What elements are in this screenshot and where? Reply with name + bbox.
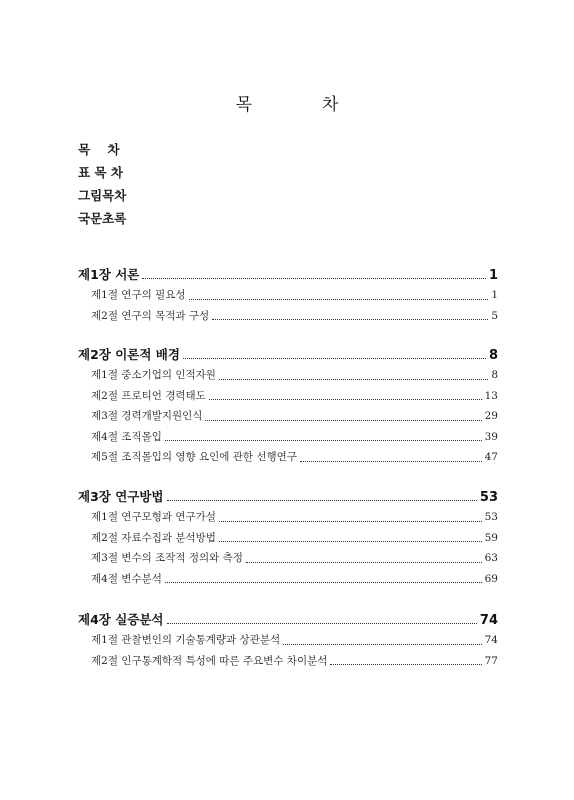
chapter-page: 53 (479, 490, 498, 505)
leader-dots (142, 278, 486, 279)
toc-chapter-row[interactable] (78, 265, 498, 287)
toc-section-row[interactable] (78, 388, 498, 409)
section-page: 63 (484, 552, 498, 564)
leader-dots (167, 500, 477, 501)
leader-dots (165, 440, 482, 441)
front-matter-list (78, 138, 126, 230)
front-matter-tables[interactable]: 표 목 차 (78, 165, 123, 180)
leader-dots (219, 521, 482, 522)
section-label: 제4절 조직몰입 (91, 430, 162, 443)
section-page: 39 (484, 430, 498, 443)
chapter-label: 제1장 서론 (78, 267, 140, 282)
chapter-label: 제2장 이론적 배경 (78, 347, 180, 362)
front-matter-figures[interactable]: 그림목차 (78, 188, 127, 203)
leader-dots (209, 399, 482, 400)
section-label: 제2절 자료수집과 분석방법 (91, 531, 216, 544)
section-page: 74 (484, 634, 498, 646)
chapter-page: 1 (488, 268, 498, 283)
leader-dots (205, 420, 481, 421)
chapter-label: 제3장 연구방법 (78, 489, 164, 504)
toc-section-row[interactable] (78, 308, 498, 329)
leader-dots (283, 644, 482, 645)
section-label: 제2절 인구통계학적 특성에 따른 주요변수 차이분석 (91, 654, 328, 667)
toc-chapter-4 (78, 610, 498, 673)
toc-section-row[interactable] (78, 429, 498, 450)
section-label: 제3절 변수의 조작적 정의와 측정 (91, 552, 243, 564)
chapter-page: 74 (479, 613, 498, 628)
leader-dots (183, 358, 486, 359)
toc-section-row[interactable] (78, 509, 498, 530)
leader-dots (165, 582, 482, 583)
toc-section-row[interactable] (78, 408, 498, 429)
section-label: 제4절 변수분석 (91, 572, 162, 585)
leader-dots (246, 562, 482, 563)
leader-dots (167, 623, 477, 624)
toc-chapter-row[interactable] (78, 610, 498, 632)
toc-section-row[interactable] (78, 632, 498, 653)
section-page: 13 (484, 389, 498, 402)
section-page: 59 (484, 531, 498, 544)
chapter-label: 제4장 실증분석 (78, 612, 164, 627)
section-label: 제2절 프로티언 경력태도 (91, 389, 206, 402)
section-page: 1 (491, 289, 498, 301)
front-matter-abstract[interactable]: 국문초록 (78, 211, 127, 226)
page-title-left: 목 (235, 95, 252, 115)
toc-chapter-2 (78, 345, 498, 470)
section-label: 제5절 조직몰입의 영향 요인에 관한 선행연구 (91, 451, 297, 463)
section-page: 5 (491, 309, 498, 322)
section-label: 제1절 관찰변인의 기술통계량과 상관분석 (91, 634, 281, 646)
leader-dots (219, 541, 482, 542)
section-label: 제2절 연구의 목적과 구성 (91, 309, 210, 322)
toc-section-row[interactable] (78, 530, 498, 551)
section-label: 제1절 연구모형과 연구가설 (91, 511, 216, 523)
toc-section-row[interactable] (78, 449, 498, 470)
toc-chapter-row[interactable] (78, 345, 498, 367)
toc-section-row[interactable] (78, 367, 498, 388)
section-page: 47 (484, 451, 498, 463)
section-page: 69 (484, 572, 498, 585)
leader-dots (330, 664, 481, 665)
page-title-right: 차 (322, 95, 339, 115)
section-page: 53 (484, 511, 498, 523)
section-page: 29 (484, 410, 498, 422)
section-label: 제1절 중소기업의 인적자원 (91, 369, 216, 381)
front-matter-toc[interactable]: 목 차 (78, 142, 120, 157)
leader-dots (300, 461, 482, 462)
toc-chapter-3 (78, 487, 498, 591)
toc-section-row[interactable] (78, 550, 498, 571)
toc-section-row[interactable] (78, 653, 498, 674)
toc-chapter-1 (78, 265, 498, 328)
section-page: 77 (484, 654, 498, 667)
section-page: 8 (491, 369, 498, 381)
toc-section-row[interactable] (78, 287, 498, 308)
leader-dots (212, 319, 488, 320)
leader-dots (219, 379, 488, 380)
section-label: 제3절 경력개발지원인식 (91, 410, 203, 422)
chapter-page: 8 (488, 348, 498, 363)
page-title (0, 90, 574, 115)
section-label: 제1절 연구의 필요성 (91, 289, 186, 301)
toc-chapter-row[interactable] (78, 487, 498, 509)
leader-dots (189, 299, 489, 300)
toc-section-row[interactable] (78, 571, 498, 592)
